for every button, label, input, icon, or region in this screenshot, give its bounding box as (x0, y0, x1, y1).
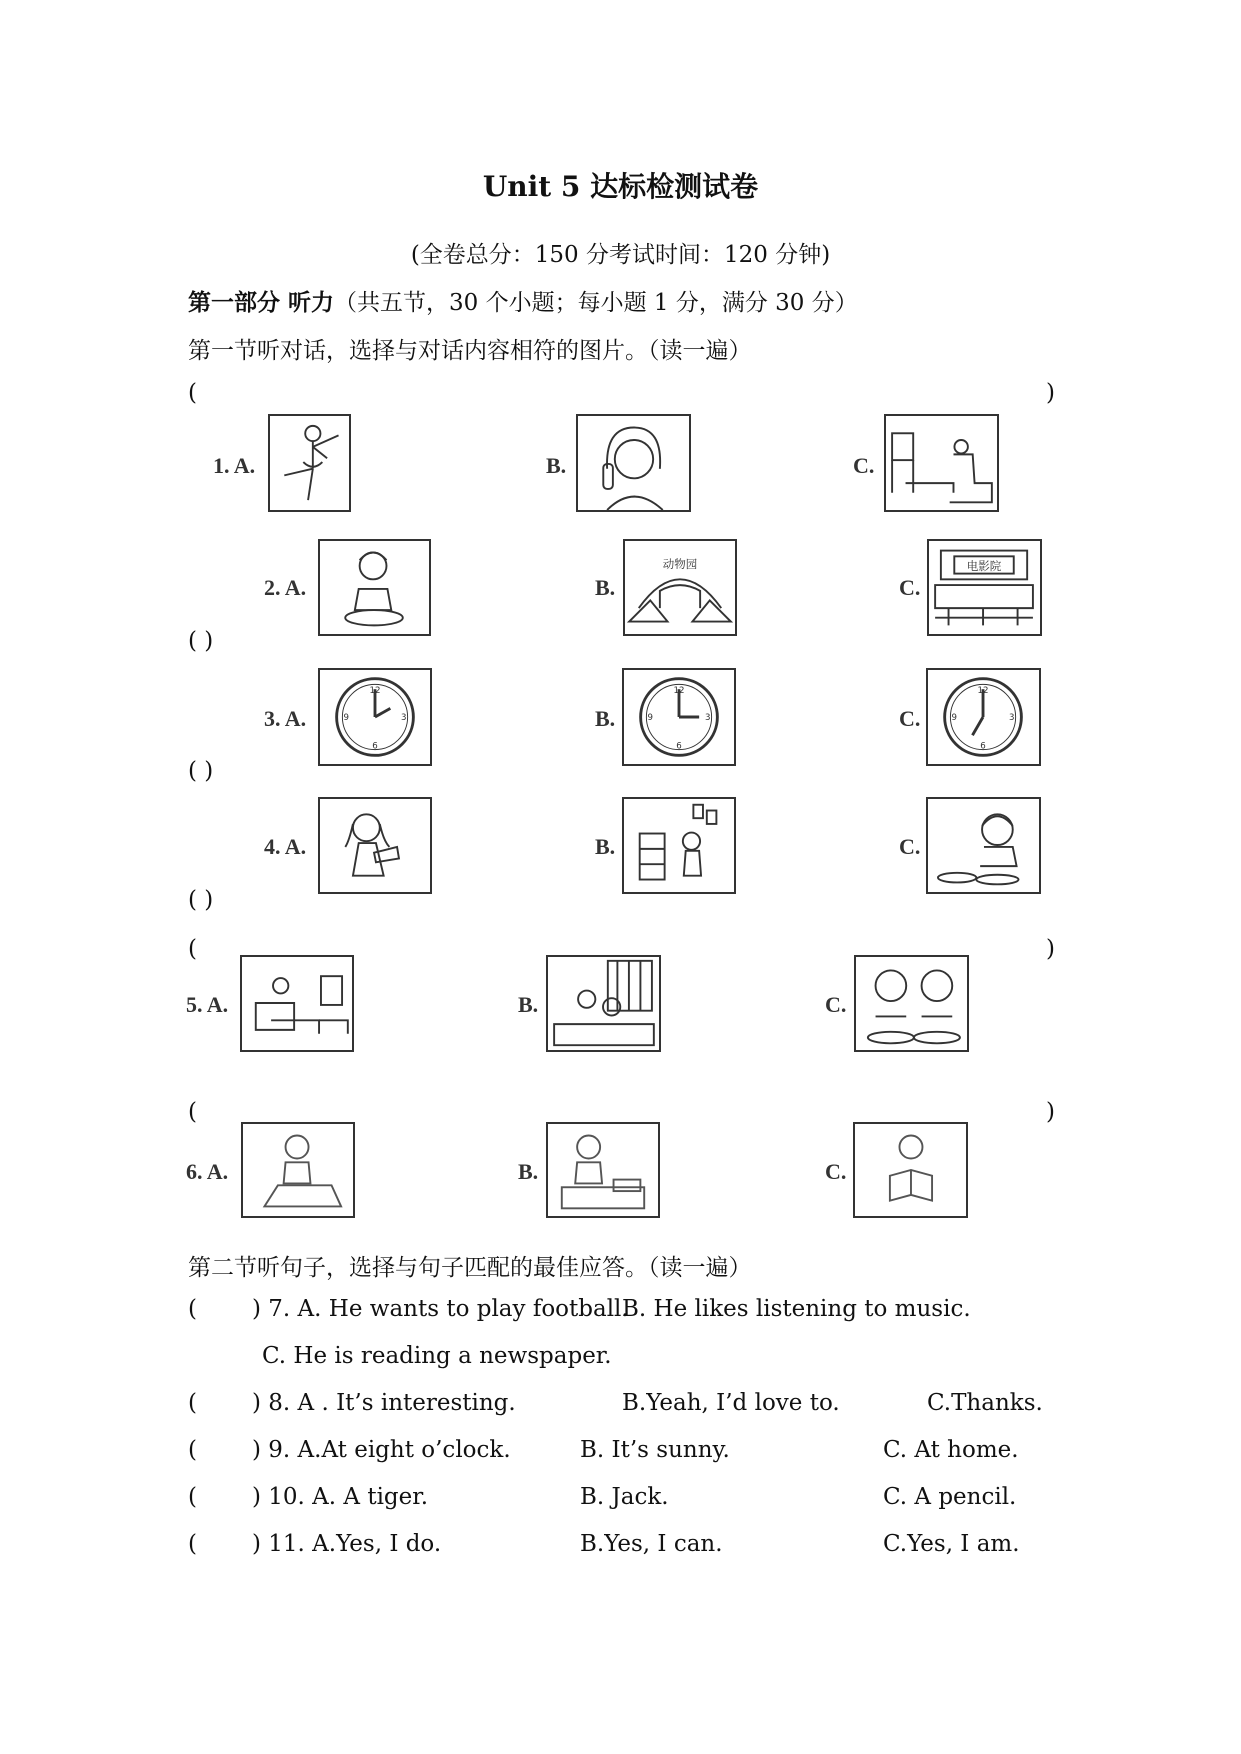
svg-text:6: 6 (676, 741, 682, 752)
zoo-sign-text: 动物园 (662, 556, 698, 571)
section2-instruction: 第二节听句子，选择与句子匹配的最佳应答。（读一遍） (188, 1255, 752, 1281)
answer-bracket-close: ) (1046, 1099, 1055, 1125)
section1-instruction: 第一节听对话，选择与对话内容相符的图片。（读一遍） (188, 338, 752, 364)
question-8-option-b: B.Yeah, I’d love to. (622, 1390, 840, 1416)
question-8-bracket[interactable]: ( (188, 1390, 197, 1416)
option-label: C. (899, 706, 921, 731)
svg-text:3: 3 (705, 712, 711, 723)
cinema-icon[interactable] (927, 539, 1042, 636)
girl-on-phone-icon[interactable] (576, 414, 691, 512)
option-label: B. (595, 575, 616, 600)
option-label: B. (595, 706, 616, 731)
kids-at-desk-icon[interactable] (546, 955, 661, 1052)
girl-eating-icon[interactable] (926, 797, 1041, 894)
part1-heading (188, 284, 858, 317)
question-7-option-c: C. He is reading a newspaper. (262, 1343, 612, 1369)
svg-text:9: 9 (647, 712, 653, 723)
answer-bracket[interactable]: ( ) (188, 628, 214, 654)
girl-reading-book-icon[interactable] (853, 1122, 968, 1218)
svg-text:12: 12 (369, 686, 381, 697)
question-10-option-c: C. A pencil. (883, 1484, 1017, 1510)
page-title: Unit 5 达标检测试卷 (482, 170, 759, 203)
question-11-bracket[interactable]: ( (188, 1531, 197, 1557)
option-label: 6. A. (186, 1159, 229, 1184)
answer-bracket-open[interactable]: ( (188, 936, 197, 962)
question-9-option-a: ) 9. A.At eight o’clock. (252, 1437, 511, 1463)
svg-text:3: 3 (1009, 712, 1015, 723)
option-label: C. (899, 834, 921, 859)
option-label: 5. A. (186, 992, 229, 1017)
kids-eating-icon[interactable] (854, 955, 969, 1052)
part1-heading-rest: （共五节，30 个小题；每小题 1 分，满分 30 分） (334, 290, 858, 316)
page-subtitle: (全卷总分：150 分考试时间：120 分钟) (410, 242, 831, 268)
girl-drawing-icon[interactable] (241, 1122, 355, 1218)
question-9-option-b: B. It’s sunny. (580, 1437, 730, 1463)
clock-three-icon[interactable] (622, 668, 736, 766)
clock-two-icon[interactable] (318, 668, 432, 766)
svg-text:12: 12 (977, 686, 989, 697)
part1-heading-bold: 第一部分 听力 (188, 289, 335, 316)
question-9-bracket[interactable]: ( (188, 1437, 197, 1463)
option-label: 4. A. (264, 834, 307, 859)
question-7-option-b: B. He likes listening to music. (622, 1296, 971, 1322)
zoo-gate-icon[interactable] (623, 539, 737, 636)
cinema-sign-text: 电影院 (966, 558, 1002, 573)
girl-reading-icon[interactable] (318, 797, 432, 894)
boy-watching-tv-icon[interactable] (884, 414, 999, 512)
svg-text:6: 6 (372, 741, 378, 752)
answer-bracket-close: ) (1046, 380, 1055, 406)
svg-text:6: 6 (980, 741, 986, 752)
answer-bracket[interactable]: ( ) (188, 887, 214, 913)
question-10-option-b: B. Jack. (580, 1484, 669, 1510)
answer-bracket-open[interactable]: ( (188, 1099, 197, 1125)
option-label: B. (595, 834, 616, 859)
option-label: C. (853, 453, 875, 478)
option-label: C. (825, 1159, 847, 1184)
clock-seven-icon[interactable] (926, 668, 1041, 766)
option-label: 2. A. (264, 575, 307, 600)
girl-cleaning-room-icon[interactable] (622, 797, 736, 894)
answer-bracket[interactable]: ( ) (188, 758, 214, 784)
question-10-bracket[interactable]: ( (188, 1484, 197, 1510)
option-label: C. (825, 992, 847, 1017)
svg-text:3: 3 (401, 712, 407, 723)
girl-washing-clothes-icon[interactable] (318, 539, 431, 636)
option-label: C. (899, 575, 921, 600)
option-label: 1. A. (213, 453, 256, 478)
question-9-option-c: C. At home. (883, 1437, 1019, 1463)
living-room-tv-icon[interactable] (240, 955, 354, 1052)
option-label: 3. A. (264, 706, 307, 731)
question-10-option-a: ) 10. A. A tiger. (252, 1484, 429, 1510)
girl-dancing-icon[interactable] (268, 414, 351, 512)
answer-bracket-open[interactable]: ( (188, 380, 197, 406)
svg-text:9: 9 (951, 712, 957, 723)
svg-text:9: 9 (343, 712, 349, 723)
answer-bracket-close: ) (1046, 936, 1055, 962)
question-7-option-a: ) 7. A. He wants to play football. (252, 1296, 629, 1322)
question-7-bracket[interactable]: ( (188, 1296, 197, 1322)
question-11-option-a: ) 11. A.Yes, I do. (252, 1531, 442, 1557)
question-8-option-a: ) 8. A . It’s interesting. (252, 1390, 516, 1416)
question-8-option-c: C.Thanks. (927, 1390, 1043, 1416)
girl-cooking-icon[interactable] (546, 1122, 660, 1218)
svg-text:12: 12 (673, 686, 685, 697)
option-label: B. (518, 992, 539, 1017)
option-label: B. (546, 453, 567, 478)
option-label: B. (518, 1159, 539, 1184)
question-11-option-b: B.Yes, I can. (580, 1531, 723, 1557)
question-11-option-c: C.Yes, I am. (883, 1531, 1020, 1557)
